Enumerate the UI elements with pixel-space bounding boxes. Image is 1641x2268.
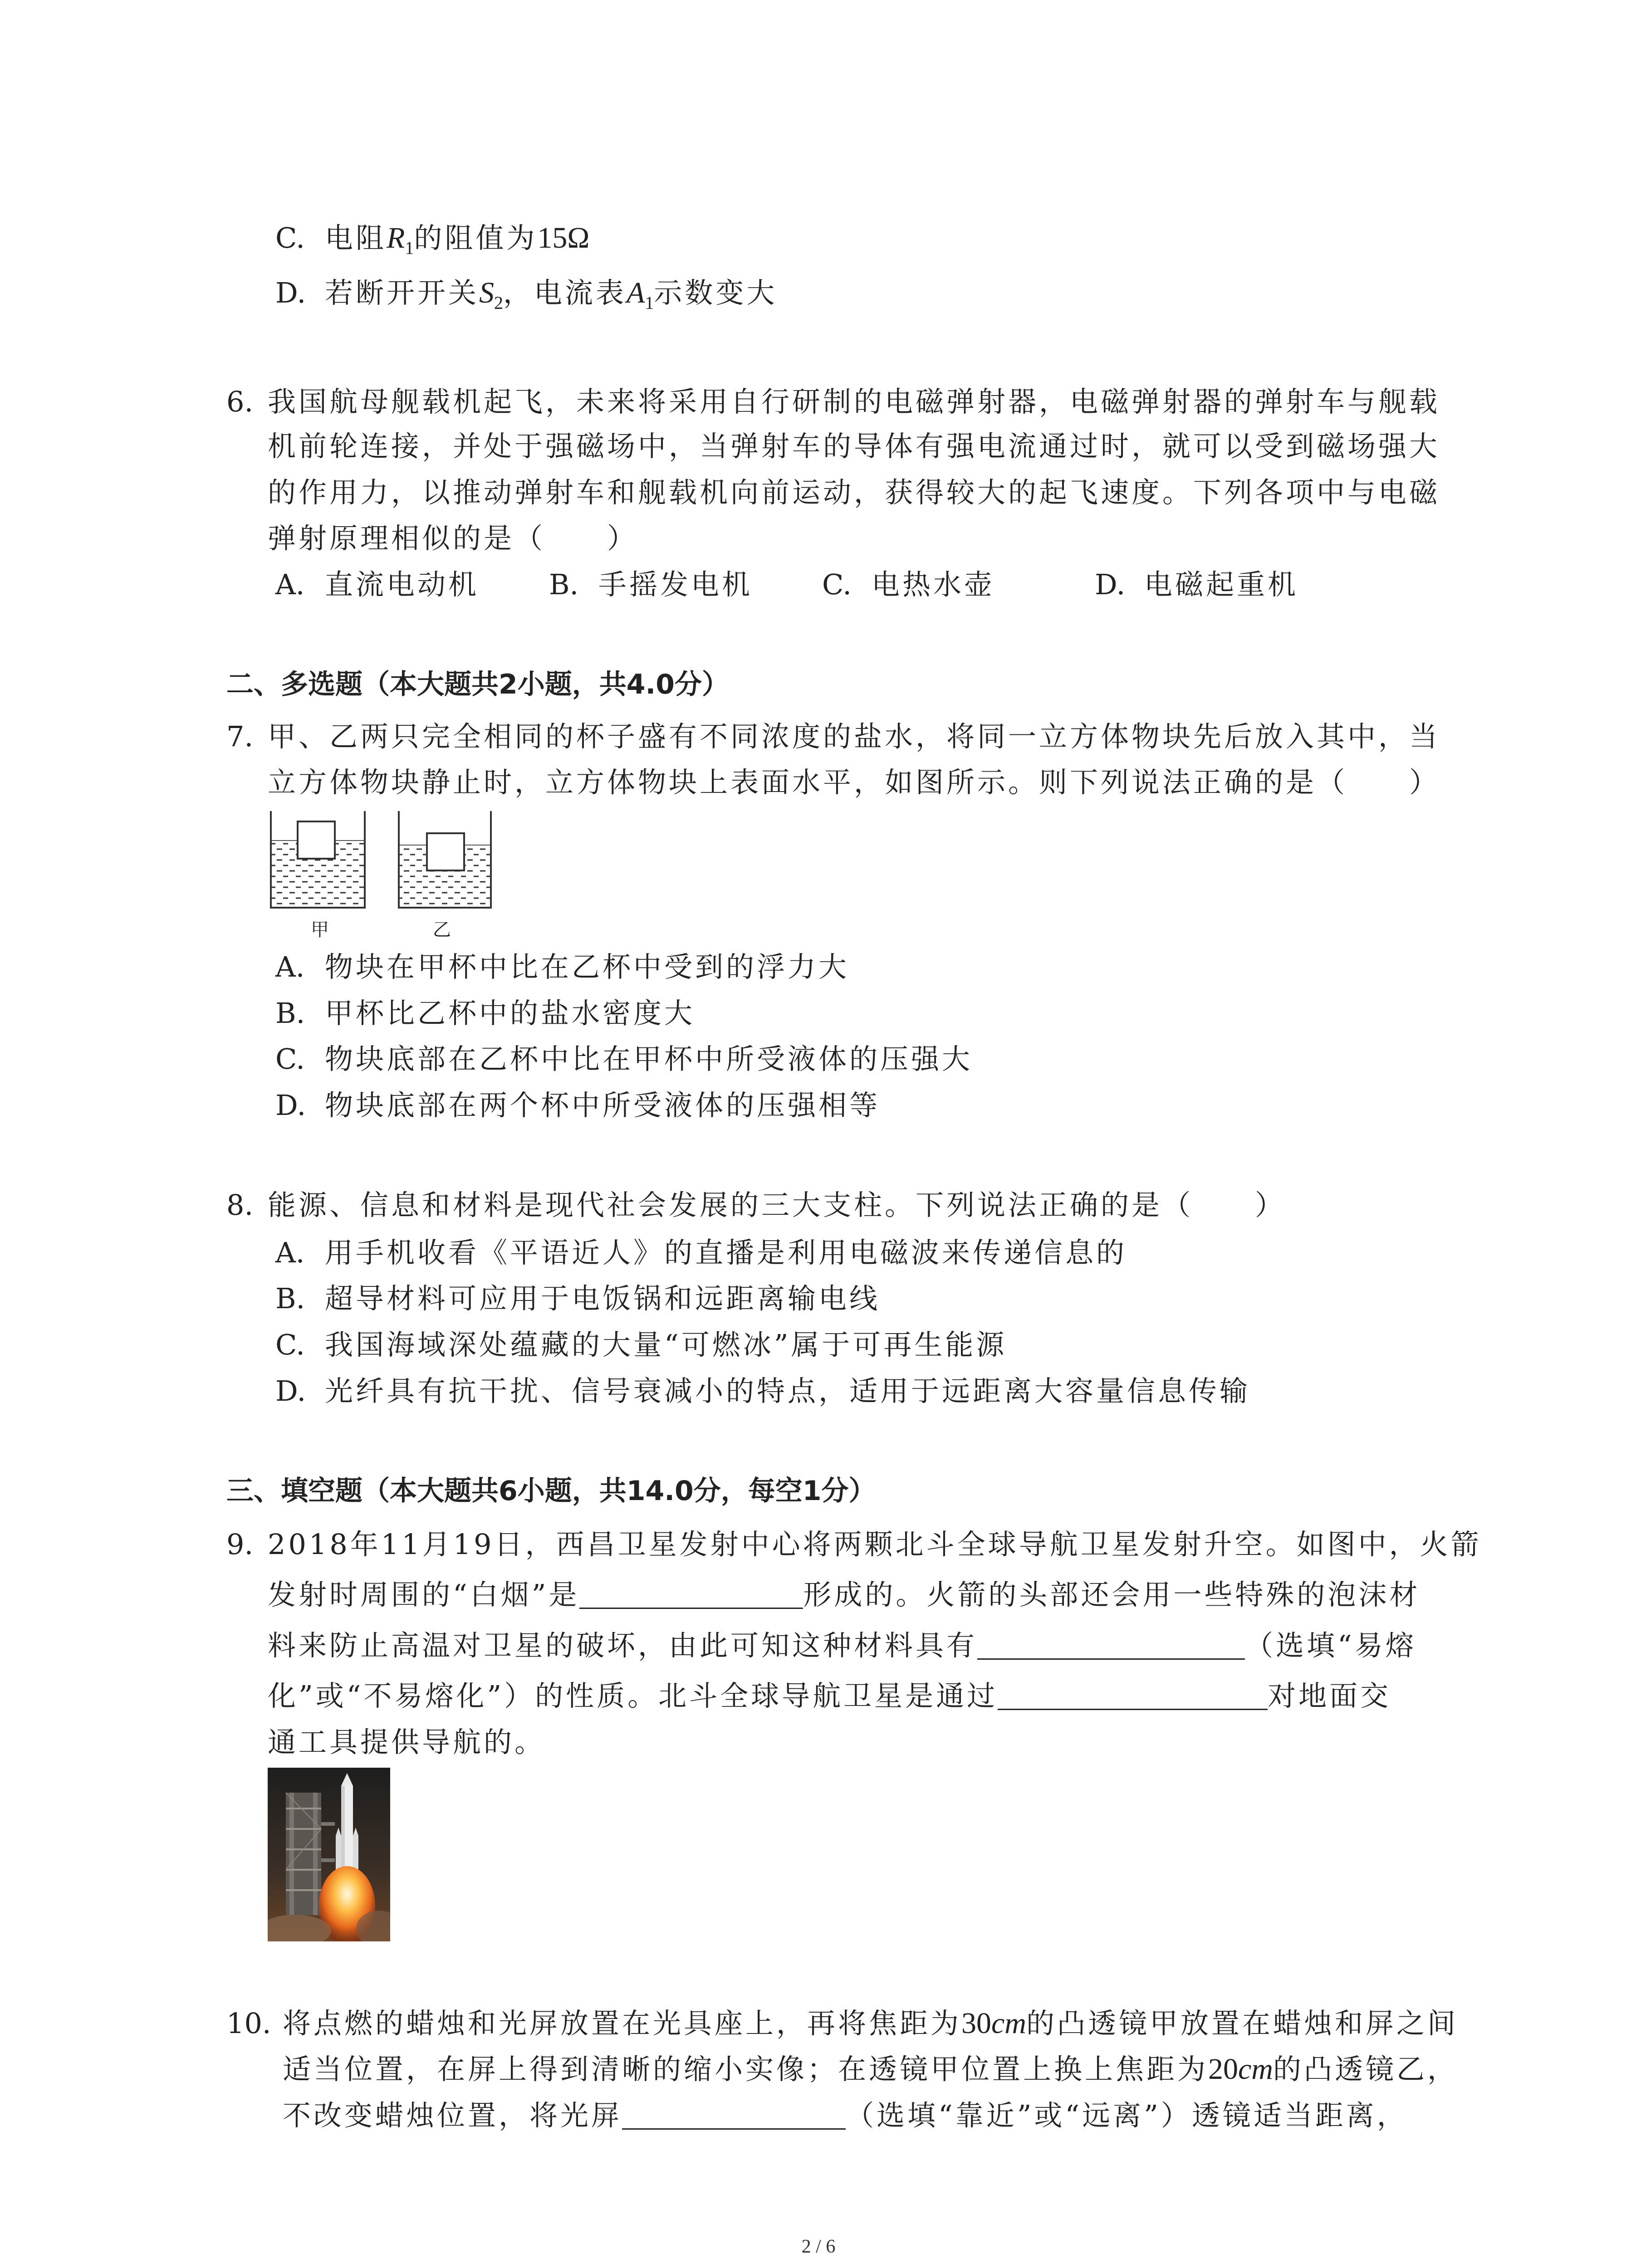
cube-block-yi [427, 833, 464, 870]
option-label: D. [275, 276, 306, 309]
q7-line-1 [226, 719, 1440, 755]
option-label: D. [1095, 568, 1126, 601]
option-label: C. [822, 568, 852, 601]
question-number: 8. [226, 1188, 254, 1222]
answer-blank [622, 2100, 846, 2130]
option-label: B. [549, 568, 579, 601]
question-number: 6. [226, 385, 254, 418]
answer-blank [977, 1630, 1245, 1660]
q9-line-1 [226, 1526, 1482, 1563]
q6-line-2: 机前轮连接，并处于强磁场中，当弹射车的导体有强电流通过时，就可以受到磁场强大 [268, 430, 1440, 463]
q9-line-5: 通工具提供导航的。 [268, 1725, 546, 1759]
option-label: B. [275, 1282, 305, 1315]
answer-blank [579, 1579, 803, 1609]
q10-line-2 [283, 2051, 1458, 2087]
switch-symbol: S [479, 276, 495, 309]
option-label: C. [275, 1328, 305, 1361]
section-heading-fill-in: 三、填空题（本大题共6小题，共14.0分，每空1分） [226, 1475, 876, 1507]
page-number: 2 / 6 [801, 2236, 836, 2257]
q8-option-d [275, 1373, 1250, 1409]
q6-option-b [549, 567, 753, 603]
cup-yi [399, 811, 491, 908]
cups-figure [263, 803, 508, 916]
option-text: 物块在甲杯中比在乙杯中受到的浮力大 [325, 950, 850, 983]
option-text: 光纤具有抗干扰、信号衰减小的特点，适用于远距离大容量信息传输 [325, 1374, 1251, 1408]
option-text: 超导材料可应用于电饭锅和远距离输电线 [325, 1282, 881, 1315]
option-label: C. [275, 1042, 305, 1075]
option-text: 的阻值为 [414, 221, 538, 254]
question-text: 形成的。火箭的头部还会用一些特殊的泡沫材 [803, 1578, 1421, 1611]
q7-option-d [275, 1087, 880, 1124]
q7-option-c [275, 1041, 973, 1077]
question-text: 能源、信息和材料是现代社会发展的三大支柱。下列说法正确的是（ ） [268, 1188, 1286, 1222]
section-heading-multiple-choice: 二、多选题（本大题共2小题，共4.0分） [226, 669, 730, 700]
option-label: D. [275, 1374, 306, 1408]
question-text: 发射时周围的“白烟”是 [268, 1578, 580, 1611]
question-text: 料来防止高温对卫星的破坏，由此可知这种材料具有 [268, 1629, 978, 1662]
question-number: 9. [226, 1528, 254, 1561]
q6-line-3: 的作用力，以推动弹射车和舰载机向前运动，获得较大的起飞速度。下列各项中与电磁 [268, 476, 1440, 509]
q8-line-1 [226, 1187, 1286, 1223]
option-text: 若断开开关 [325, 276, 480, 309]
q9-line-2 [268, 1577, 1420, 1613]
question-number: 10. [226, 2007, 271, 2040]
q7-option-a [275, 949, 849, 985]
option-text: 直流电动机 [325, 568, 480, 601]
q9-line-4 [268, 1678, 1391, 1714]
question-number: 7. [226, 720, 254, 753]
ammeter-symbol: A [627, 276, 645, 309]
question-text: 化”或“不易熔化”）的性质。北斗全球导航卫星是通过 [268, 1679, 998, 1712]
option-label: A. [275, 568, 305, 601]
question-text: 我国航母舰载机起飞，未来将采用自行研制的电磁弹射器，电磁弹射器的弹射车与舰载 [268, 385, 1440, 418]
resistor-symbol: R [387, 221, 405, 254]
question-text: 适当位置，在屏上得到清晰的缩小实像；在透镜甲位置上换上焦距为 [283, 2053, 1209, 2086]
focal-length-value: 20 [1208, 2053, 1239, 2086]
q10-line-3 [283, 2097, 1408, 2134]
option-text: 电阻 [325, 221, 387, 254]
answer-blank [998, 1681, 1268, 1710]
q7-line-2: 立方体物块静止时，立方体物块上表面水平，如图所示。则下列说法正确的是（ ） [268, 766, 1440, 799]
q6-option-a [275, 567, 479, 603]
cup-label-jia: 甲 [311, 919, 329, 940]
q5-option-c [275, 220, 589, 256]
option-text: 电热水壶 [872, 568, 995, 601]
question-text: 2018年11月19日，西昌卫星发射中心将两颗北斗全球导航卫星发射升空。如图中，火箭 [268, 1528, 1482, 1561]
rocket-launch-photo [268, 1768, 390, 1941]
focal-length-value: 30 [961, 2007, 992, 2040]
question-text: 的凸透镜甲放置在蜡烛和屏之间 [1026, 2007, 1458, 2040]
q7-option-b [275, 995, 695, 1031]
q8-option-c [275, 1327, 1007, 1363]
option-text: 手摇发电机 [598, 568, 753, 601]
question-text: （选填“易熔 [1245, 1629, 1416, 1662]
option-text: 用手机收看《平语近人》的直播是利用电磁波来传递信息的 [325, 1236, 1127, 1269]
q8-option-b [275, 1281, 880, 1317]
q10-line-1 [226, 2005, 1458, 2042]
question-text: 将点燃的蜡烛和光屏放置在光具座上，再将焦距为 [283, 2007, 962, 2040]
option-text: 物块底部在乙杯中比在甲杯中所受液体的压强大 [325, 1042, 973, 1075]
option-label: B. [275, 997, 305, 1030]
question-text: 不改变蜡烛位置，将光屏 [283, 2099, 622, 2132]
question-text: 对地面交 [1268, 1679, 1391, 1712]
option-text: 物块底部在两个杯中所受液体的压强相等 [325, 1089, 881, 1122]
cup-jia [271, 811, 365, 908]
q5-option-d [275, 275, 777, 311]
option-text: 示数变大 [654, 276, 778, 309]
subscript: 1 [405, 238, 414, 258]
question-text: （选填“靠近”或“远离”）透镜适当距离， [846, 2099, 1408, 2132]
q6-line-1 [226, 384, 1440, 420]
subscript: 1 [645, 293, 654, 313]
q6-option-d [1095, 567, 1298, 603]
q6-line-4: 弹射原理相似的是（ ） [268, 522, 638, 555]
cube-block-jia [298, 821, 335, 859]
option-label: A. [275, 950, 305, 983]
unit: cm [991, 2007, 1026, 2040]
cup-label-yi: 乙 [433, 919, 451, 940]
q8-option-a [275, 1235, 1127, 1271]
resistance-value: 15Ω [537, 221, 590, 254]
q9-line-3 [268, 1628, 1416, 1664]
option-text: ，电流表 [503, 276, 627, 309]
option-label: A. [275, 1236, 305, 1269]
option-text: 我国海域深处蕴藏的大量“可燃冰”属于可再生能源 [325, 1328, 1007, 1361]
option-text: 甲杯比乙杯中的盐水密度大 [325, 997, 696, 1030]
unit: cm [1238, 2053, 1273, 2086]
subscript: 2 [494, 293, 504, 313]
q6-option-c [822, 567, 995, 603]
option-label: C. [275, 221, 305, 254]
question-text: 的凸透镜乙， [1273, 2053, 1458, 2086]
option-text: 电磁起重机 [1144, 568, 1299, 601]
question-text: 甲、乙两只完全相同的杯子盛有不同浓度的盐水，将同一立方体物块先后放入其中，当 [268, 720, 1440, 753]
option-label: D. [275, 1089, 306, 1122]
